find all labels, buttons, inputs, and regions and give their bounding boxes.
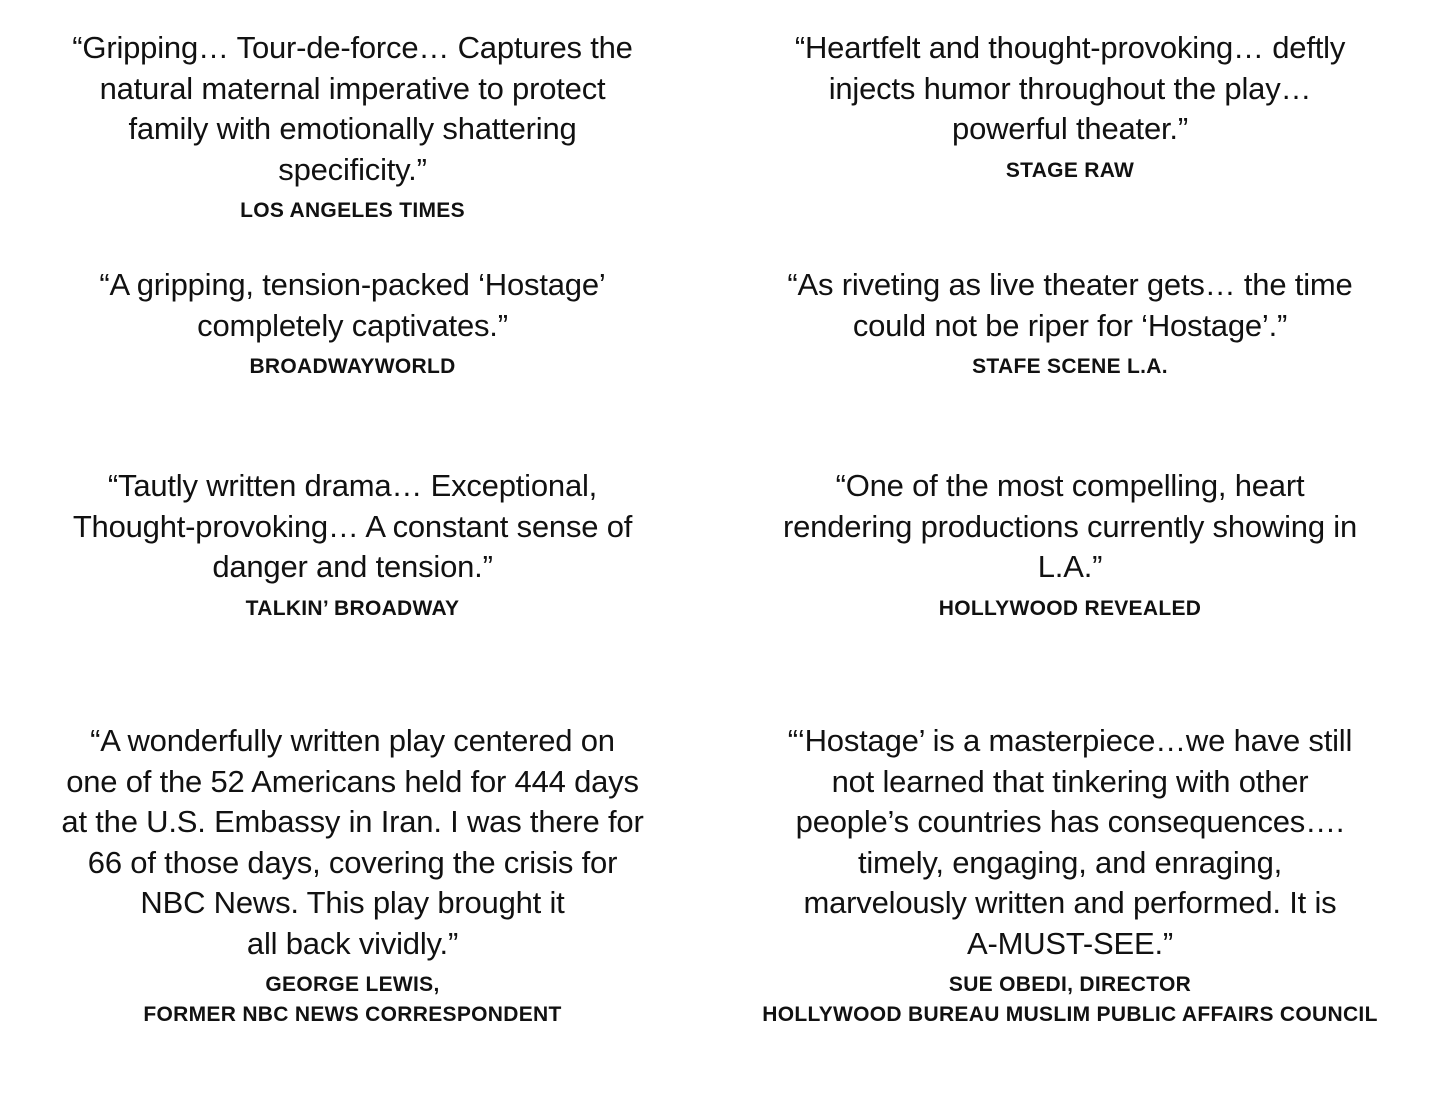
review-hollywood-revealed <box>725 466 1415 624</box>
quote-line: danger and tension.” <box>212 549 493 584</box>
review-source: BROADWAYWORLD <box>249 355 456 378</box>
quote-line: powerful theater.” <box>952 111 1188 146</box>
quote-line: “A gripping, tension-packed ‘Hostage’ <box>99 267 606 302</box>
quote-line: completely captivates.” <box>197 307 508 343</box>
review-los-angeles-times <box>20 28 685 226</box>
quote-line: “One of the most compelling, heart <box>835 468 1305 503</box>
quote-line: Thought-provoking… A constant sense of <box>72 508 633 544</box>
review-talkin-broadway <box>20 466 685 624</box>
quote-line: 66 of those days, covering the crisis for <box>87 844 618 880</box>
review-source: LOS ANGELES TIMES <box>240 199 465 222</box>
review-source: TALKIN’ BROADWAY <box>245 596 460 620</box>
quote-line: timely, engaging, and enraging, <box>857 844 1283 880</box>
quote-line: “Gripping… Tour-de-force… Captures the <box>72 30 633 65</box>
quote-line: injects humor throughout the play… <box>828 70 1312 106</box>
review-stage-raw <box>725 28 1415 186</box>
review-source: HOLLYWOOD BUREAU MUSLIM PUBLIC AFFAIRS COUNCIL <box>762 1003 1378 1026</box>
review-source: HOLLYWOOD REVEALED <box>938 596 1202 620</box>
quote-line: marvelously written and performed. It is <box>803 885 1337 920</box>
quote-line: rendering productions currently showing in <box>782 508 1358 544</box>
quote-line: people’s countries has consequences…. <box>795 804 1345 839</box>
quote-line: at the U.S. Embassy in Iran. I was there for <box>61 804 644 839</box>
quote-line: L.A.” <box>1037 549 1103 584</box>
review-source: SUE OBEDI, DIRECTOR <box>948 973 1192 996</box>
quote-line: NBC News. This play brought it <box>140 885 565 920</box>
review-sue-obedi <box>725 721 1415 1030</box>
review-source: STAFE SCENE L.A. <box>972 355 1168 378</box>
review-george-lewis <box>20 721 685 1030</box>
review-source: STAGE RAW <box>1005 158 1135 182</box>
quote-line: specificity.” <box>278 151 427 187</box>
quote-line: “Heartfelt and thought-provoking… deftly <box>794 30 1346 65</box>
quote-line: natural maternal imperative to protect <box>99 70 606 106</box>
quote-line: A-MUST-SEE.” <box>966 925 1173 961</box>
quote-line: “A wonderfully written play centered on <box>90 723 615 758</box>
review-source: FORMER NBC NEWS CORRESPONDENT <box>143 1003 562 1026</box>
review-broadwayworld <box>20 265 685 382</box>
quote-line: “‘Hostage’ is a masterpiece…we have still <box>787 723 1353 758</box>
review-source: GEORGE LEWIS, <box>265 973 440 996</box>
quote-line: not learned that tinkering with other <box>831 763 1309 799</box>
review-stafe-scene-la <box>725 265 1415 382</box>
quote-line: could not be riper for ‘Hostage’.” <box>852 307 1288 343</box>
quote-line: one of the 52 Americans held for 444 days <box>66 763 639 799</box>
quote-line: all back vividly.” <box>246 925 459 961</box>
quote-line: “As riveting as live theater gets… the time <box>787 267 1353 302</box>
quote-line: family with emotionally shattering <box>128 111 577 146</box>
quote-line: “Tautly written drama… Exceptional, <box>107 468 598 503</box>
